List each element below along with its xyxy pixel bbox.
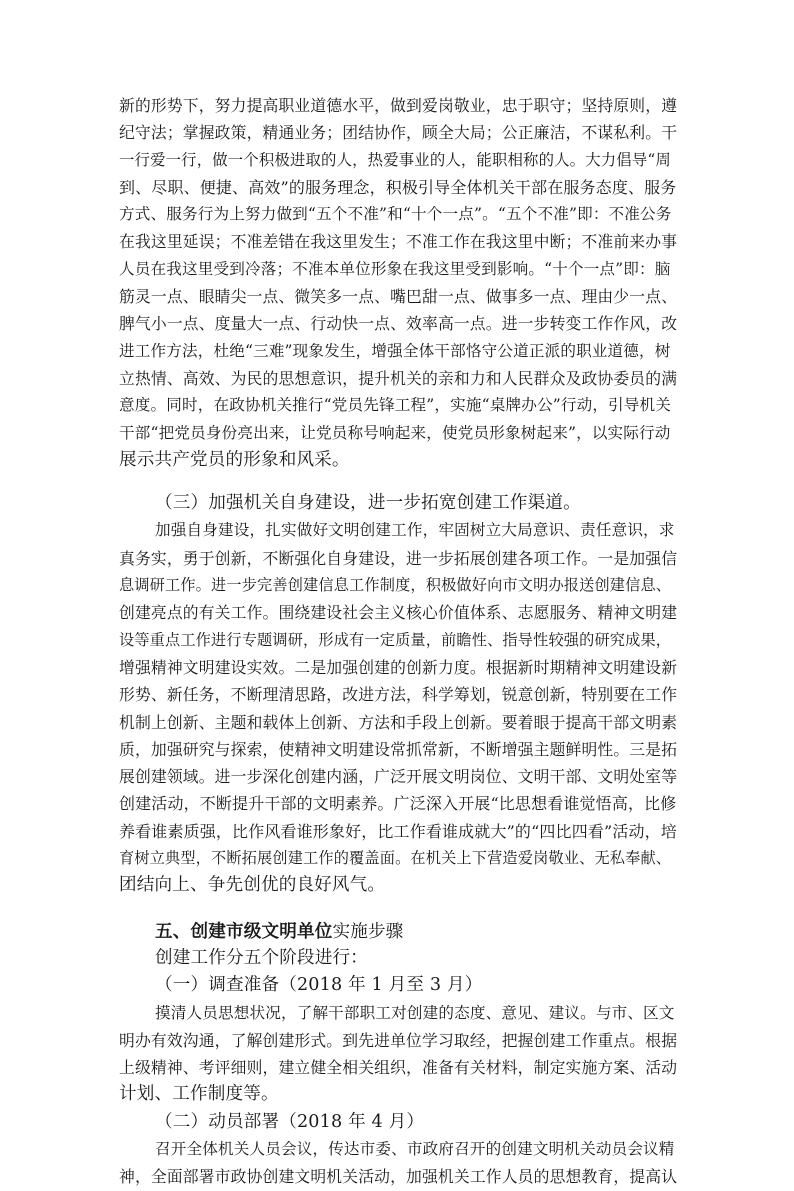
text-line: 创建亮点的有关工作。围绕建设社会主义核心价值体系、志愿服务、精神文明建 (119, 603, 678, 623)
stage-1-paragraph (119, 1000, 677, 1109)
text-line: 计划、工作制度等。 (119, 1084, 279, 1105)
text-line: 创建活动，不断提升干部的文明素养。广泛深入开展“比思想看谁觉悟高，比修 (119, 794, 677, 814)
text-line: 筋灵一点、眼睛尖一点、微笑多一点、嘴巴甜一点、做事多一点、理由少一点、 (119, 287, 678, 307)
text-line: 脾气小一点、度量大一点、行动快一点、效率高一点。进一步转变工作作风，改 (119, 314, 678, 334)
paragraph-self-building (119, 517, 677, 899)
stage-2-paragraph (119, 1136, 677, 1191)
text-line: 增强精神文明建设实效。二是加强创建的创新力度。根据新时期精神文明建设新 (119, 657, 678, 677)
paragraph-spacer (119, 474, 677, 490)
text-line: 进工作方法，杜绝“三难”现象发生，增强全体干部恪守公道正派的职业道德，树 (119, 341, 671, 360)
text-line: 上级精神、考评细则，建立健全相关组织，准备有关材料，制定实施方案、活动 (119, 1058, 678, 1078)
text-line: 养看谁素质强，比作风看谁形象好，比工作看谁成就大”的“四比四看”活动，培 (119, 821, 677, 841)
text-line: 一行爱一行，做一个积极进取的人，热爱事业的人，能职相称的人。大力倡导“周 (119, 150, 671, 169)
text-line: 人员在我这里受到冷落；不准本单位形象在我这里受到影响。“十个一点”即：脑 (119, 259, 671, 278)
text-line: 息调研工作。进一步完善创建信息工作制度，积极做好向市文明办报送创建信息、 (119, 576, 672, 595)
subheading-self-building: （三）加强机关自身建设，进一步拓宽创建工作渠道。 (155, 493, 581, 514)
text-line: 加强自身建设，扎实做好文明创建工作，牢固树立大局意识、责任意识，求 (155, 521, 675, 540)
text-line: 到、尽职、便捷、高效”的服务理念，积极引导全体机关干部在服务态度、服务 (119, 177, 677, 197)
text-line: 摸清人员思想状况，了解干部职工对创建的态度、意见、建议。与市、区文 (155, 1003, 675, 1022)
section-heading-rest: 实施步骤 (332, 921, 404, 942)
text-line: 团结向上、争先创优的良好风气。 (119, 875, 386, 896)
text-line: 真务实，勇于创新，不断强化自身建设，进一步拓展创建各项工作。一是加强信 (119, 548, 678, 568)
text-line: 育树立典型，不断拓展创建工作的覆盖面。在机关上下营造爱岗敬业、无私奉献、 (119, 849, 672, 868)
section-heading-steps (119, 918, 677, 945)
section-heading-bold: 五、创建市级文明单位 (155, 920, 333, 942)
paragraph-professional-ethics (119, 92, 677, 474)
text-line: 形势、新任务，不断理清思路，改进方法，科学筹划，锐意创新，特别要在工作 (119, 685, 678, 705)
text-line: 设等重点工作进行专题调研，形成有一定质量，前瞻性、指导性较强的研究成果， (119, 630, 672, 649)
text-line: 在我这里延误；不准差错在我这里发生；不准工作在我这里中断；不准前来办事 (119, 232, 678, 252)
document-page (119, 92, 677, 1191)
stage-1-title: （一）调查准备（2018 年 1 月至 3 月） (155, 975, 483, 996)
text-line: 明办有效沟通，了解创建形式。到先进单位学习取经，把握创建工作重点。根据 (119, 1030, 678, 1050)
text-line: 干部“把党员身份亮出来，让党员称号响起来，使党员形象树起来”，以实际行动 (119, 423, 671, 442)
paragraph-spacer (119, 900, 677, 918)
stage-2-title: （二）动员部署（2018 年 4 月） (155, 1111, 425, 1132)
text-line: 方式、服务行为上努力做到“五个不准”和“十个一点”。“五个不准”即：不准公务 (119, 205, 672, 224)
text-line: 机制上创新、主题和载体上创新、方法和手段上创新。要着眼于提高干部文明素 (119, 712, 678, 732)
text-line: 纪守法；掌握政策，精通业务；团结协作，顾全大局；公正廉洁，不谋私利。干 (119, 123, 678, 143)
text-line: 质，加强研究与探索，使精神文明建设常抓常新，不断增强主题鲜明性。三是拓 (119, 739, 678, 759)
text-line: 立热情、高效、为民的思想意识，提升机关的亲和力和人民群众及政协委员的满 (119, 368, 678, 388)
text-line: 新的形势下，努力提高职业道德水平，做到爱岗敬业，忠于职守；坚持原则，遵 (119, 96, 678, 115)
text-line: 神，全面部署市政协创建文明机关活动，加强机关工作人员的思想教育，提高认 (119, 1167, 678, 1187)
text-line: 意度。同时，在政协机关推行“党员先锋工程”，实施“桌牌办公”行动，引导机关 (119, 396, 672, 415)
text-line: 展创建领域。进一步深化创建内涵，广泛开展文明岗位、文明干部、文明处室等 (119, 767, 678, 787)
text-line: 召开全体机关人员会议，传达市委、市政府召开的创建文明机关动员会议精 (155, 1139, 675, 1158)
text-line: 展示共产党员的形象和风采。 (119, 449, 350, 470)
stages-intro: 创建工作分五个阶段进行： (155, 947, 368, 968)
